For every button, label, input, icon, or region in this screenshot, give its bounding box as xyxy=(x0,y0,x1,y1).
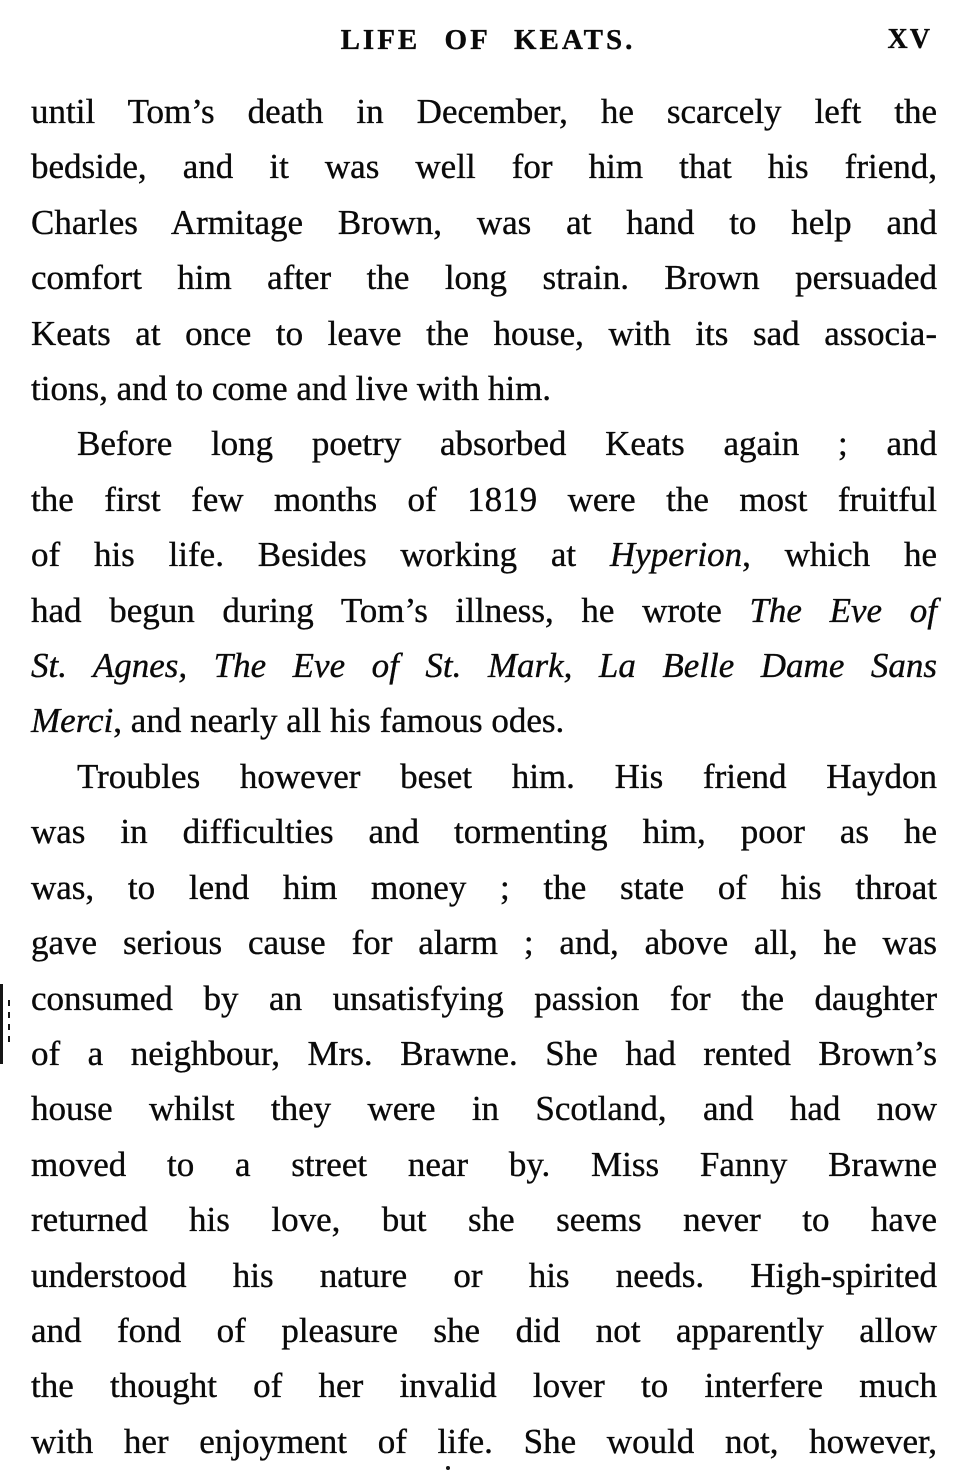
text-line xyxy=(31,1248,937,1303)
text-segment: , which he xyxy=(742,535,937,575)
text-segment: and fond of pleasure she did not apparently allow xyxy=(31,1310,937,1350)
text-segment: Keats at once to leave the house, with its sad associa- xyxy=(31,313,937,353)
text-line xyxy=(31,1358,937,1413)
text-segment: the thought of her invalid lover to interfere much xyxy=(31,1366,937,1406)
text-line xyxy=(31,1192,937,1247)
text-line xyxy=(31,1414,937,1469)
text-line xyxy=(31,1303,937,1358)
text-line xyxy=(31,638,937,693)
page-title: LIFE OF KEATS. xyxy=(340,24,636,56)
text-segment: consumed by an unsatisfying passion for the daughter xyxy=(31,978,937,1018)
text-line xyxy=(31,971,937,1026)
text-line xyxy=(31,195,937,250)
text-segment: bedside, and it was well for him that his friend, xyxy=(31,147,937,187)
page-number: XV xyxy=(887,24,932,55)
text-line xyxy=(31,361,937,416)
text-line xyxy=(31,416,937,471)
page-body xyxy=(31,84,937,1469)
running-header xyxy=(0,0,976,68)
text-segment: of his life. Besides working at xyxy=(31,535,610,575)
text-line xyxy=(31,250,937,305)
text-line xyxy=(31,860,937,915)
text-segment: gave serious cause for alarm ; and, above all, he was xyxy=(31,923,937,963)
italic-text-segment: The Eve of xyxy=(749,590,937,630)
text-segment: Troubles however beset him. His friend Haydon xyxy=(77,756,937,796)
text-line xyxy=(31,1081,937,1136)
italic-text-segment: Hyperion xyxy=(609,535,743,575)
text-line xyxy=(31,472,937,527)
text-segment: house whilst they were in Scotland, and had now xyxy=(31,1089,937,1129)
text-segment: comfort him after the long strain. Brown persuaded xyxy=(31,258,937,298)
text-line xyxy=(31,693,937,748)
text-line xyxy=(31,804,937,859)
text-line xyxy=(31,1137,937,1192)
italic-text-segment: Merci xyxy=(31,701,114,741)
text-line xyxy=(31,306,937,361)
text-segment: , and nearly all his famous odes. xyxy=(113,701,565,741)
text-line xyxy=(31,583,937,638)
text-segment: was in difficulties and tormenting him, poor as he xyxy=(31,812,937,852)
text-line xyxy=(31,139,937,194)
text-segment: until Tom’s death in December, he scarcely left the xyxy=(31,92,937,131)
text-segment: tions, and to come and live with him. xyxy=(31,369,552,409)
text-segment: understood his nature or his needs. High-spirited xyxy=(31,1255,937,1295)
text-segment: was, to lend him money ; the state of his throat xyxy=(31,867,937,907)
scan-artifact-edge-ticks xyxy=(8,1000,10,1046)
text-segment: the first few months of 1819 were the most fruitful xyxy=(31,479,937,519)
text-line xyxy=(31,1026,937,1081)
scan-artifact-speck xyxy=(446,1466,450,1470)
text-line xyxy=(31,527,937,582)
italic-text-segment: St. Agnes, The Eve of St. Mark, La Belle Dame Sans xyxy=(31,646,937,686)
text-segment: moved to a street near by. Miss Fanny Brawne xyxy=(31,1144,937,1184)
text-segment: Charles Armitage Brown, was at hand to help and xyxy=(31,202,937,242)
text-segment: had begun during Tom’s illness, he wrote xyxy=(31,590,750,630)
text-line xyxy=(31,84,937,139)
text-segment: returned his love, but she seems never to have xyxy=(31,1200,937,1240)
text-segment: Before long poetry absorbed Keats again ; and xyxy=(77,424,937,464)
text-line xyxy=(31,915,937,970)
text-segment: with her enjoyment of life. She would not, however, xyxy=(31,1421,937,1461)
text-segment: of a neighbour, Mrs. Brawne. She had rented Brown’s xyxy=(31,1033,937,1073)
scan-artifact-edge-line xyxy=(0,984,3,1064)
text-line xyxy=(31,749,937,804)
